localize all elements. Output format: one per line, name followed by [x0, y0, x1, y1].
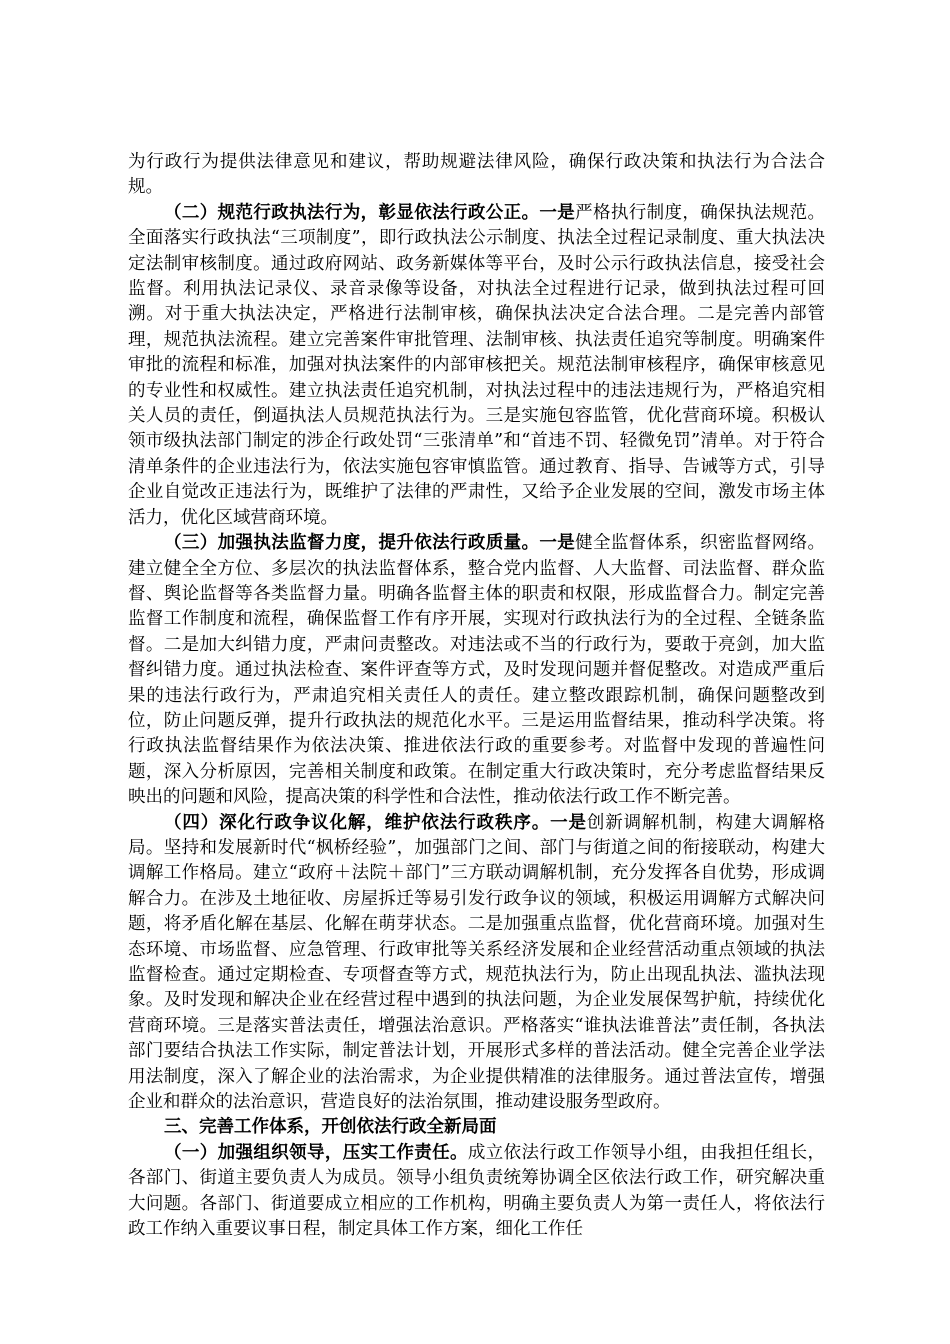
paragraph-text: 严格执行制度，确保执法规范。全面落实行政执法“三项制度”，即行政执法公示制度、执法全过程记录制度、重大执法决定法制审核制度。通过政府网站、政务新媒体等平台，及时公示行政执法信息，接受社会监督。利用执法记录仪、录音录像等设备，对执法全过程进行记录，做到执法过程可回溯。对于重大执法决定，严格进行法制审核，确保执法决定合法合理。二是完善内部管理，规范执法流程。建立完善案件审批管理、法制审核、执法责任追究等制度。明确案件审批的流程和标准，加强对执法案件的内部审核把关。规范法制审核程序，确保审核意见的专业性和权威性。建立执法责任追究机制，对执法过程中的违法违规行为，严格追究相关人员的责任，倒逼执法人员规范执法行为。三是实施包容监管，优化营商环境。积极认领市级执法部门制定的涉企行政处罚“三张清单”和“首违不罚、轻微免罚”清单。对于符合清单条件的企业违法行为，依法实施包容审慎监管。通过教育、指导、告诫等方式，引导企业自觉改正违法行为，既维护了法律的严肃性，又给予企业发展的空间，激发市场主体活力，优化区域营商环境。 [128, 202, 825, 528]
paragraph-section-3 [128, 531, 825, 810]
paragraph-text: 为行政行为提供法律意见和建议，帮助规避法律风险，确保行政决策和执法行为合法合规。 [128, 152, 825, 198]
section-heading: 三、完善工作体系，开创依法行政全新局面 [164, 1117, 497, 1138]
paragraph-text: 成立依法行政工作领导小组，由我担任组长，各部门、街道主要负责人为成员。领导小组负责统筹协调全区依法行政工作，研究解决重大问题。各部门、街道要成立相应的工作机构，明确主要负责人为第一责任人，将依法行政工作纳入重要议事日程，制定具体工作方案，细化工作任 [128, 1142, 825, 1240]
paragraph-lead: （四）深化行政争议化解，维护依法行政秩序。一是 [164, 812, 587, 833]
paragraph-text: 创新调解机制，构建大调解格局。坚持和发展新时代“枫桥经验”，加强部门之间、部门与街道之间的衔接联动，构建大调解工作格局。建立“政府＋法院＋部门”三方联动调解机制，充分发挥各自优势，形成调解合力。在涉及土地征收、房屋拆迁等易引发行政争议的领域，积极运用调解方式解决问题，将矛盾化解在基层、化解在萌芽状态。二是加强重点监督，优化营商环境。加强对生态环境、市场监督、应急管理、行政审批等关系经济发展和企业经营活动重点领域的执法监督检查。通过定期检查、专项督查等方式，规范执法行为，防止出现乱执法、滥执法现象。及时发现和解决企业在经营过程中遇到的执法问题，为企业发展保驾护航，持续优化营商环境。三是落实普法责任，增强法治意识。严格落实“谁执法谁普法”责任制，各执法部门要结合执法工作实际，制定普法计划，开展形式多样的普法活动。健全完善企业学法用法制度，深入了解企业的法治需求，为企业提供精准的法律服务。通过普法宣传，增强企业和群众的法治意识，营造良好的法治氛围，推动建设服务型政府。 [128, 812, 826, 1113]
paragraph-continuation [128, 150, 825, 201]
paragraph-lead: （一）加强组织领导，压实工作责任。 [164, 1142, 468, 1163]
paragraph-section-2 [128, 201, 825, 531]
paragraph-text: 健全监督体系，织密监督网络。建立健全全方位、多层次的执法监督体系，整合党内监督、人大监督、司法监督、群众监督、舆论监督等各类监督力量。明确各监督主体的职责和权限，形成监督合力。制定完善监督工作制度和流程，确保监督工作有序开展，实现对行政执法行为的全过程、全链条监督。二是加大纠错力度，严肃问责整改。对违法或不当的行政行为，要敢于亮剑，加大监督纠错力度。通过执法检查、案件评查等方式，及时发现问题并督促整改。对造成严重后果的违法行政行为，严肃追究相关责任人的责任。建立整改跟踪机制，确保问题整改到位，防止问题反弹，提升行政执法的规范化水平。三是运用监督结果，推动科学决策。将行政执法监督结果作为依法决策、推进依法行政的重要参考。对监督中发现的普遍性问题，深入分析原因，完善相关制度和政策。在制定重大行政决策时，充分考虑监督结果反映出的问题和风险，提高决策的科学性和合法性，推动依法行政工作不断完善。 [128, 533, 825, 808]
paragraph-lead: （三）加强执法监督力度，提升依法行政质量。一是 [164, 533, 576, 554]
paragraph-lead: （二）规范行政执法行为，彰显依法行政公正。一是 [164, 202, 576, 223]
paragraph-subsection-1 [128, 1141, 825, 1243]
paragraph-section-4 [128, 811, 825, 1116]
